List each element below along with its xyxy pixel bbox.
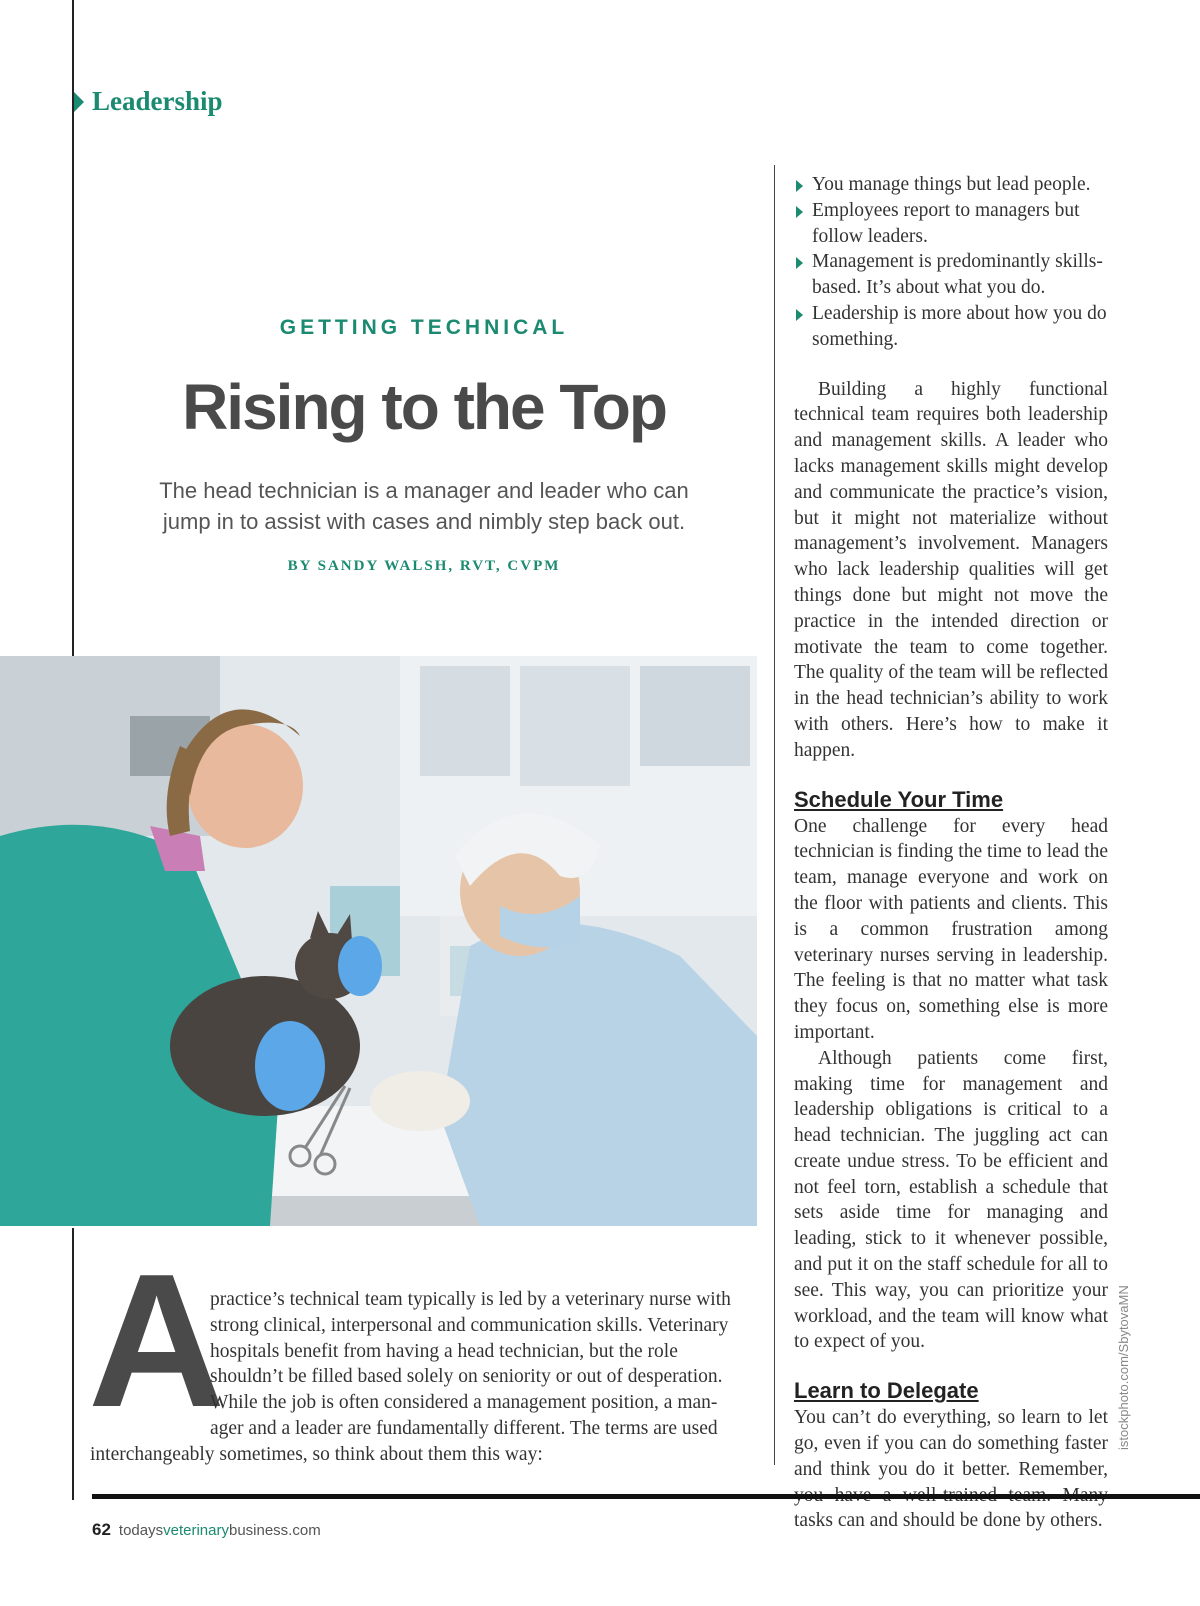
intro-line: ager and a leader are fundamentally different. The terms are used (210, 1417, 718, 1439)
intro-line: interchangeably sometimes, so think about them this way: (90, 1443, 543, 1465)
footer-rule (92, 1494, 1200, 1499)
right-column (794, 172, 1108, 1534)
article-title: Rising to the Top (182, 371, 666, 443)
intro-line: hospitals benefit from having a head technician, but the role (210, 1340, 678, 1362)
drop-cap: A (88, 1235, 226, 1447)
left-margin-rule-bottom (72, 1228, 74, 1500)
bullet-triangle-icon (796, 309, 803, 321)
bullet-triangle-icon (796, 180, 803, 192)
list-item: Management is predominantly skills-based. It’s about what you do. (794, 249, 1108, 301)
page-number: 62 (92, 1520, 111, 1539)
page-footer (92, 1520, 321, 1540)
article-kicker: GETTING TECHNICAL (279, 316, 569, 339)
veterinary-procedure-photo (0, 656, 757, 1226)
list-item: Employees report to managers but follow leaders. (794, 198, 1108, 250)
triangle-marker-icon (74, 92, 84, 112)
body-paragraph: One challenge for every head technician is finding the time to lead the team, manage everyone and work on the floor with patients and clients. This is a common frustration among veterinary nurses serving in leadership. The feeling is that no matter what task they focus on, something else is more important. (794, 815, 1108, 1043)
intro-line: shouldn’t be filled based solely on seniority or out of desperation. (210, 1366, 723, 1388)
article-deck: The head technician is a manager and leader who can jump in to assist with cases and nimbly step back out. (159, 478, 689, 534)
body-paragraph: You can’t do everything, so learn to let go, even if you can do something faster and think you do it better. Remember, tasks can and should be done by others. (794, 1407, 1108, 1532)
intro-line: While the job is often considered a management position, a man- (210, 1392, 718, 1414)
intro-line: practice’s technical team typically is led by a veterinary nurse with (210, 1289, 731, 1310)
bullet-triangle-icon (796, 257, 803, 269)
article-photo (0, 656, 757, 1226)
intro-paragraph (90, 1287, 758, 1468)
section-tag (74, 86, 223, 117)
subheading: Learn to Delegate (794, 1378, 979, 1404)
bullet-triangle-icon (796, 206, 803, 218)
list-item: You manage things but lead people. (794, 172, 1108, 198)
bullet-list (794, 172, 1108, 353)
subheading: Schedule Your Time (794, 786, 1004, 812)
list-item: Leadership is more about how you do something. (794, 301, 1108, 353)
article-byline: BY SANDY WALSH, RVT, CVPM (287, 558, 561, 574)
site-url[interactable]: todaysveterinarybusiness.com (118, 1522, 321, 1539)
intro-line: strong clinical, interpersonal and communication skills. Veterinary (210, 1314, 729, 1336)
photo-credit: istockphoto.com/SbytovaMN (1116, 1285, 1131, 1450)
body-paragraph: Although patients come first, making time for management and leadership obligations is critical to a head technician. The juggling act can create undue stress. To be efficient and not feel torn, establish a schedule that sets aside time for managing and leading, stick to it whenever possible, and put it on the staff schedule for all to see. This way, you can prioritize your workload, and the team will know what to expect of you. (794, 1047, 1108, 1353)
section-label: Leadership (92, 86, 223, 116)
column-divider (774, 165, 775, 1465)
body-paragraph: Building a highly functional technical team requires both leadership and management skills. A leader who lacks management skills might develop and communicate the practice’s vision, but it might not materialize without management’s involvement. Managers who lack leadership qualities will get things done but might not move the practice in the intended direction or motivate the team to come together. The quality of the team will be reflected in the head technician’s ability to work with others. Here’s how to make it happen. (794, 378, 1108, 761)
